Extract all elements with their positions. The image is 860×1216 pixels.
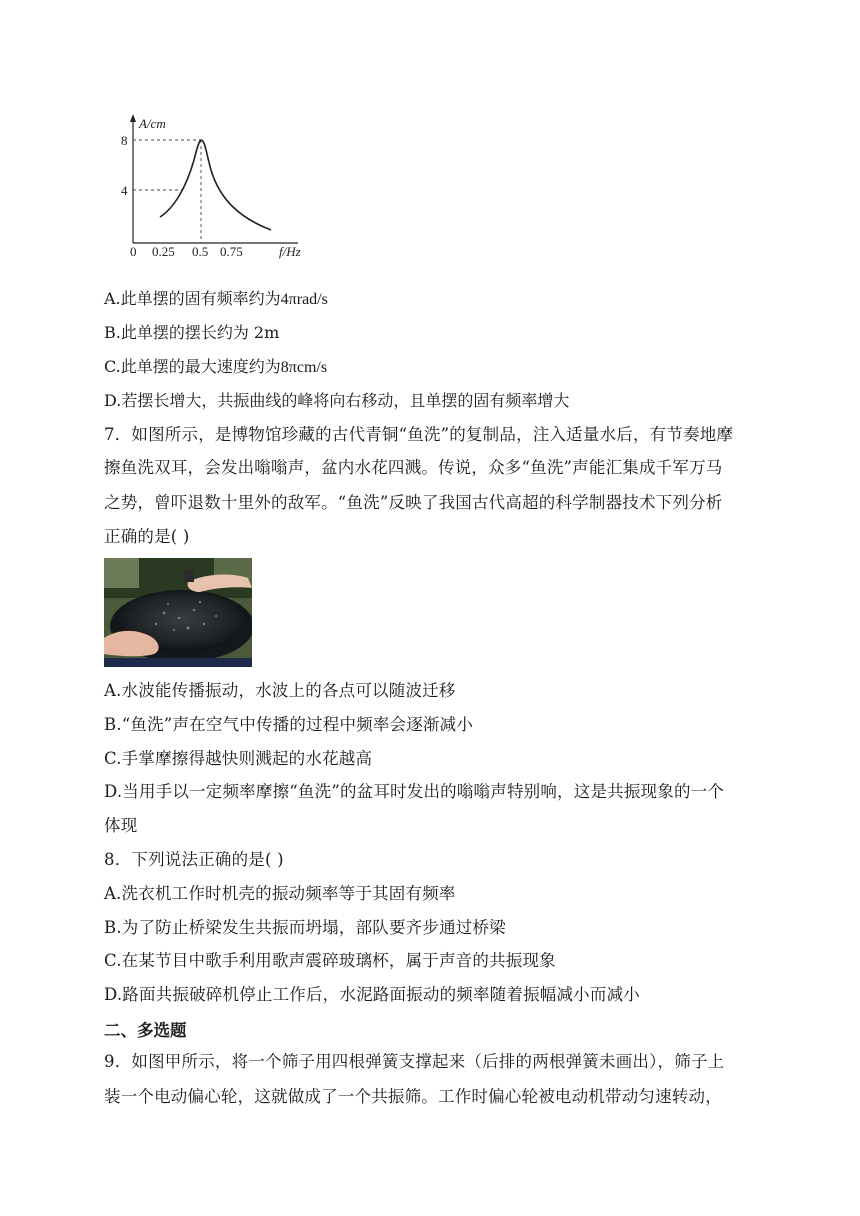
q7-stem-line-1: 7．如图所示，是博物馆珍藏的古代青铜“鱼洗”的复制品，注入适量水后，有节奏地摩: [104, 425, 734, 444]
q7-option-c: C.手掌摩擦得越快则溅起的水花越高: [104, 749, 373, 768]
section-heading-multi-choice: 二、多选题: [104, 1021, 187, 1040]
q9-stem-line-2: 装一个电动偏心轮，这就做成了一个共振筛。工作时偏心轮被电动机带动匀速转动，: [104, 1087, 722, 1106]
q8-option-a: A.洗衣机工作时机壳的振动频率等于其固有频率: [104, 884, 456, 903]
q7-option-a: A.水波能传播振动，水波上的各点可以随波迁移: [104, 681, 456, 700]
q6-option-a-math: 4πrad/s: [280, 291, 328, 308]
x-axis-label: f/Hz: [279, 244, 301, 259]
q7-stem-line-4: 正确的是( ): [104, 527, 190, 546]
x-tick-025: 0.25: [152, 244, 175, 259]
q6-option-c-math: 8πcm/s: [280, 359, 328, 376]
q7-option-d: D.当用手以一定频率摩擦“鱼洗”的盆耳时发出的嗡嗡声特别响，这是共振现象的一个: [104, 782, 725, 801]
y-tick-4: 4: [121, 183, 128, 198]
q6-option-a: A.此单摆的固有频率约为4πrad/s: [104, 289, 328, 308]
fish-washer-photo: [104, 558, 252, 667]
q6-option-c: C.此单摆的最大速度约为8πcm/s: [104, 357, 328, 376]
q7-stem-line-3: 之势，曾吓退数十里外的敌军。“鱼洗”反映了我国古代高超的科学制器技术下列分析: [104, 493, 723, 512]
q8-option-d: D.路面共振破碎机停止工作后，水泥路面振动的频率随着振幅减小而减小: [104, 985, 640, 1004]
x-tick-075: 0.75: [220, 244, 243, 259]
resonance-curve-graph: [108, 108, 318, 260]
q8-option-c: C.在某节目中歌手利用歌声震碎玻璃杯，属于声音的共振现象: [104, 951, 556, 970]
q8-stem: 8．下列说法正确的是( ): [104, 850, 284, 869]
q6-option-d: D.若摆长增大，共振曲线的峰将向右移动，且单摆的固有频率增大: [104, 391, 570, 410]
q9-stem-line-1: 9．如图甲所示，将一个筛子用四根弹簧支撑起来（后排的两根弹簧未画出），筛子上: [104, 1052, 725, 1071]
q7-option-b: B.“鱼洗”声在空气中传播的过程中频率会逐渐减小: [104, 715, 474, 734]
x-tick-0: 0: [130, 244, 137, 259]
y-tick-8: 8: [121, 133, 128, 148]
q8-option-b: B.为了防止桥梁发生共振而坍塌，部队要齐步通过桥梁: [104, 918, 506, 937]
q7-option-d-cont: 体现: [104, 816, 138, 835]
x-tick-05: 0.5: [192, 244, 209, 259]
resonance-curve: [160, 140, 271, 230]
y-axis-arrow: [130, 114, 136, 122]
y-axis-label: A/cm: [139, 116, 166, 131]
q7-stem-line-2: 擦鱼洗双耳，会发出嗡嗡声，盆内水花四溅。传说，众多“鱼洗”声能汇集成千军万马: [104, 458, 723, 477]
q6-option-b: B.此单摆的摆长约为 2m: [104, 323, 280, 342]
